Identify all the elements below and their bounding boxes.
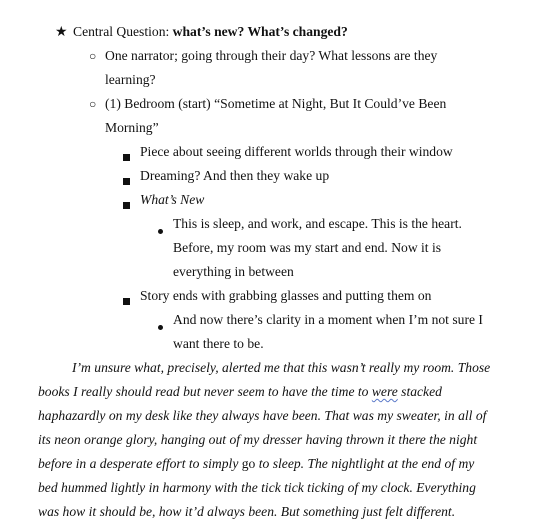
clarity-line-1: And now there’s clarity in a moment when I’m not sure I xyxy=(173,312,483,327)
story-line-1: I’m unsure what, precisely, alerted me that this wasn’t really my room. Those xyxy=(72,360,491,375)
story-line-7: was how it should be, how it’d always been. But something just felt different. xyxy=(38,504,456,519)
narrator-line-2: learning? xyxy=(105,72,156,87)
star-bullet-icon: ★ xyxy=(55,25,68,40)
square-bullet-icon xyxy=(123,149,130,165)
sub-item-dreaming: Dreaming? And then they wake up xyxy=(140,168,330,183)
story-line-5 xyxy=(38,456,474,472)
story-line-6: bed hummed lightly in harmony with the tick tick ticking of my clock. Everything xyxy=(38,480,476,495)
bedroom-line-1: (1) Bedroom (start) “Sometime at Night, But It Could’ve Been xyxy=(105,96,447,111)
story-line-3: haphazardly on my desk like they always have been. That was my sweater, in all of xyxy=(38,408,487,423)
story-line-5-c: to sleep. The nightlight at the end of my xyxy=(255,456,475,471)
circle-bullet-icon: ○ xyxy=(89,49,97,63)
narrator-line-1: One narrator; going through their day? What lessons are they xyxy=(105,48,438,63)
circle-bullet-icon: ○ xyxy=(89,97,97,111)
central-question-label: Central Question: xyxy=(73,24,173,39)
sub-item-whats-new: What’s New xyxy=(140,192,205,207)
clarity-line-2: want there to be. xyxy=(173,336,264,351)
square-bullet-icon xyxy=(123,197,130,213)
dot-bullet-icon xyxy=(158,318,163,334)
sleep-line-2: Before, my room was my start and end. Now it is xyxy=(173,240,442,255)
sub-item-glasses: Story ends with grabbing glasses and putting them on xyxy=(140,288,432,303)
central-question-text: what’s new? What’s changed? xyxy=(172,24,348,39)
square-bullet-icon xyxy=(123,173,130,189)
story-line-2-a: books I really should read but never seem to have the time to xyxy=(38,384,372,399)
story-line-2-c: stacked xyxy=(397,384,442,399)
dot-bullet-icon xyxy=(158,222,163,238)
story-line-5-a: before in a desperate effort to simply xyxy=(38,456,242,471)
central-question-line xyxy=(73,24,348,40)
story-line-2 xyxy=(38,384,442,400)
story-line-5-b: go xyxy=(241,456,256,471)
sleep-line-1: This is sleep, and work, and escape. This is the heart. xyxy=(173,216,462,231)
sleep-line-3: everything in between xyxy=(173,264,294,279)
sub-item-window: Piece about seeing different worlds through their window xyxy=(140,144,453,159)
story-line-4: its neon orange glory, hanging out of my dresser having thrown it there the night xyxy=(38,432,478,447)
bedroom-line-2: Morning” xyxy=(105,120,159,135)
square-bullet-icon xyxy=(123,293,130,309)
spellcheck-word[interactable]: were xyxy=(371,384,398,399)
